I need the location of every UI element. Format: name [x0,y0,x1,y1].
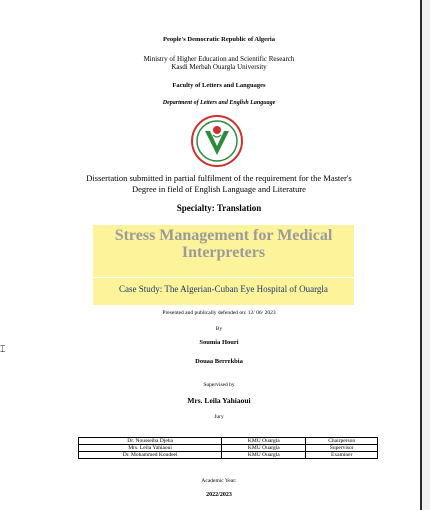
author-1: Soumia Houri [199,339,239,346]
table-row [79,445,378,452]
case-study-highlight [93,278,354,305]
jury-table [78,437,378,459]
specialty-line: Specialty: Translation [176,203,262,213]
university-seal-icon [191,115,243,167]
jury-institution: KMU Ouargla [222,445,306,452]
submission-line-1: Dissertation submitted in partial fulfilment of the requirement for the Master's [86,173,352,183]
title-line-2: Interpreters [181,244,266,261]
jury-role: Supervisor [306,445,378,452]
jury-role: Examiner [306,452,378,459]
faculty-line: Faculty of Letters and Languages [172,82,266,89]
jury-institution: KMU Ouargla [222,452,306,459]
supervisor-name: Mrs. Leila Yahiaoui [187,396,251,405]
jury-institution: KMU Ouargla [222,438,306,445]
by-label: By [215,326,223,332]
supervised-by-label: Supervised by [203,382,235,388]
title-highlight [93,225,354,277]
university-line: Kasdi Merbah Ouargla University [171,63,267,71]
jury-name: Dr. Mohammed Koudeel [79,452,222,459]
jury-label: Jury [214,414,224,420]
jury-role: Chairperson [306,438,378,445]
viewer-right-edge [420,0,430,510]
document-page [20,10,418,510]
ministry-line: Ministry of Higher Education and Scientific Research [143,55,295,63]
republic-heading: People's Democratic Republic of Algeria [163,36,275,43]
submission-line-2: Degree in field of English Language and Literature [132,184,306,194]
author-2: Douaa Berrekbia [195,358,243,365]
table-row [79,438,378,445]
jury-name: Mrs. Leila Yahiaoui [79,445,222,452]
academic-year-label: Academic Year: [201,478,237,484]
jury-name: Dr. Nousseiba Djeha [79,438,222,445]
table-row [79,452,378,459]
defense-date-line: Presented and publically defended on: 12/ 06/ 2023 [162,310,276,316]
text-cursor-icon: ⌶ [0,344,6,354]
department-line: Department of Letters and English Language [162,100,276,106]
title-line-1: Stress Management for Medical [114,227,333,244]
case-study-line: Case Study: The Algerian-Cuban Eye Hospital of Ouargla [119,284,328,294]
academic-year-value: 2022/2023 [206,492,232,498]
